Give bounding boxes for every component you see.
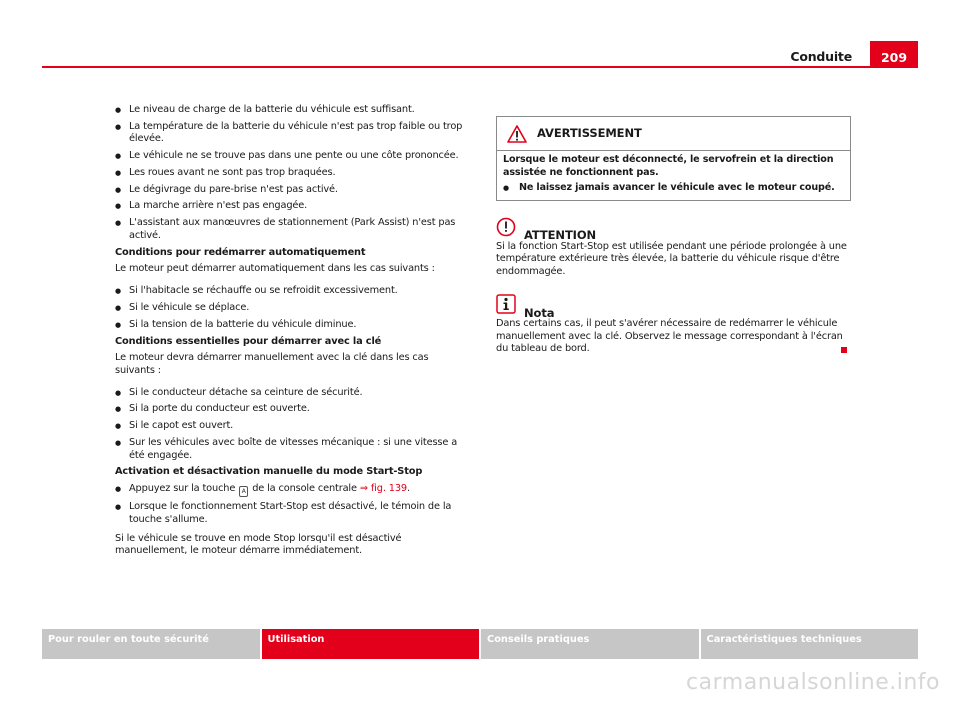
warning-header (497, 117, 850, 151)
note-text: Dans certains cas, il peut s'avérer nécessaire de redémarrer le véhicule manuellement avec la clé. Observez le message correspondant à l'écran du tableau de bord. (496, 318, 843, 354)
press-text-end: . (407, 483, 410, 495)
press-text-before: Appuyez sur la touche (129, 483, 236, 495)
figure-link[interactable]: ⇒ fig. 139 (359, 483, 407, 495)
closing-paragraph: Si le véhicule se trouve en mode Stop lorsqu'il est désactivé manuellement, le moteur démarre immédiatement. (115, 532, 402, 557)
footer-tab-utilisation[interactable]: Utilisation (262, 629, 480, 659)
key-heading: Conditions essentielles pour démarrer avec la clé (115, 335, 382, 347)
warning-bullet: ● Ne laissez jamais avancer le véhicule avec le moteur coupé. (503, 182, 844, 195)
footer-nav (42, 629, 918, 659)
warning-text: Lorsque le moteur est déconnecté, le servofrein et la direction assistée ne fonctionnent pas. (503, 154, 834, 178)
list-item: ● Le dégivrage du pare-brise n'est pas activé. (115, 184, 465, 197)
list-item: ● Si le capot est ouvert. (115, 420, 465, 433)
watermark-text: carmanualsonline.info (686, 670, 940, 695)
restart-intro: Le moteur peut démarrer automatiquement dans les cas suivants : (115, 263, 435, 275)
list-item: ● La marche arrière n'est pas engagée. (115, 200, 465, 213)
list-item: ● Lorsque le fonctionnement Start-Stop est désactivé, le témoin de la touche s'allume. (115, 501, 465, 526)
list-item: ● Le niveau de charge de la batterie du véhicule est suffisant. (115, 104, 465, 117)
footer-tab-caracteristiques[interactable]: Caractéristiques techniques (701, 629, 919, 659)
attention-title: ATTENTION (524, 228, 597, 242)
list-item: ● La température de la batterie du véhicule n'est pas trop faible ou trop élevée. (115, 121, 465, 146)
list-item: ● Sur les véhicules avec boîte de vitesses mécanique : si une vitesse a été engagée. (115, 437, 465, 462)
list-item: ● Si la porte du conducteur est ouverte. (115, 403, 465, 416)
footer-tab-conseils[interactable]: Conseils pratiques (481, 629, 699, 659)
list-item: ● Si l'habitacle se réchauffe ou se refroidit excessivement. (115, 285, 465, 298)
list-item: ● Si le véhicule se déplace. (115, 302, 465, 315)
list-item: ● Les roues avant ne sont pas trop braquées. (115, 167, 465, 180)
note-title: Nota (524, 305, 555, 320)
warning-box (496, 116, 851, 201)
left-column (115, 104, 465, 562)
list-item: ● Si la tension de la batterie du véhicule diminue. (115, 319, 465, 332)
exclamation-circle-icon (496, 217, 516, 237)
right-column (496, 116, 851, 356)
list-item: ● Le véhicule ne se trouve pas dans une pente ou une côte prononcée. (115, 150, 465, 163)
attention-header (496, 215, 851, 242)
list-item: ● Si le conducteur détache sa ceinture de sécurité. (115, 387, 465, 400)
list-item: ● L'assistant aux manœuvres de stationnement (Park Assist) n'est pas activé. (115, 217, 465, 242)
warning-body (497, 151, 850, 200)
warning-title: AVERTISSEMENT (537, 126, 642, 141)
page-number: 209 (870, 41, 918, 68)
restart-heading: Conditions pour redémarrer automatiquement (115, 246, 366, 258)
key-intro: Le moteur devra démarrer manuellement avec la clé dans les cas suivants : (115, 352, 429, 376)
start-stop-key-icon: A (239, 486, 248, 497)
info-note-icon (496, 294, 516, 314)
manual-heading: Activation et désactivation manuelle du mode Start-Stop (115, 466, 423, 478)
note-text-wrapper (496, 318, 851, 356)
header-rule (42, 66, 918, 68)
press-text-after: de la console centrale (252, 483, 357, 495)
section-title: Conduite (790, 49, 852, 64)
list-item (115, 483, 465, 497)
warning-triangle-icon (507, 125, 527, 143)
end-of-section-marker (841, 347, 847, 353)
attention-text: Si la fonction Start-Stop est utilisée pendant une période prolongée à une température extérieure très élevée, la batterie du véhicule risque d'être endommagée. (496, 240, 847, 277)
note-header (496, 292, 851, 320)
footer-tab-securite[interactable]: Pour rouler en toute sécurité (42, 629, 260, 659)
